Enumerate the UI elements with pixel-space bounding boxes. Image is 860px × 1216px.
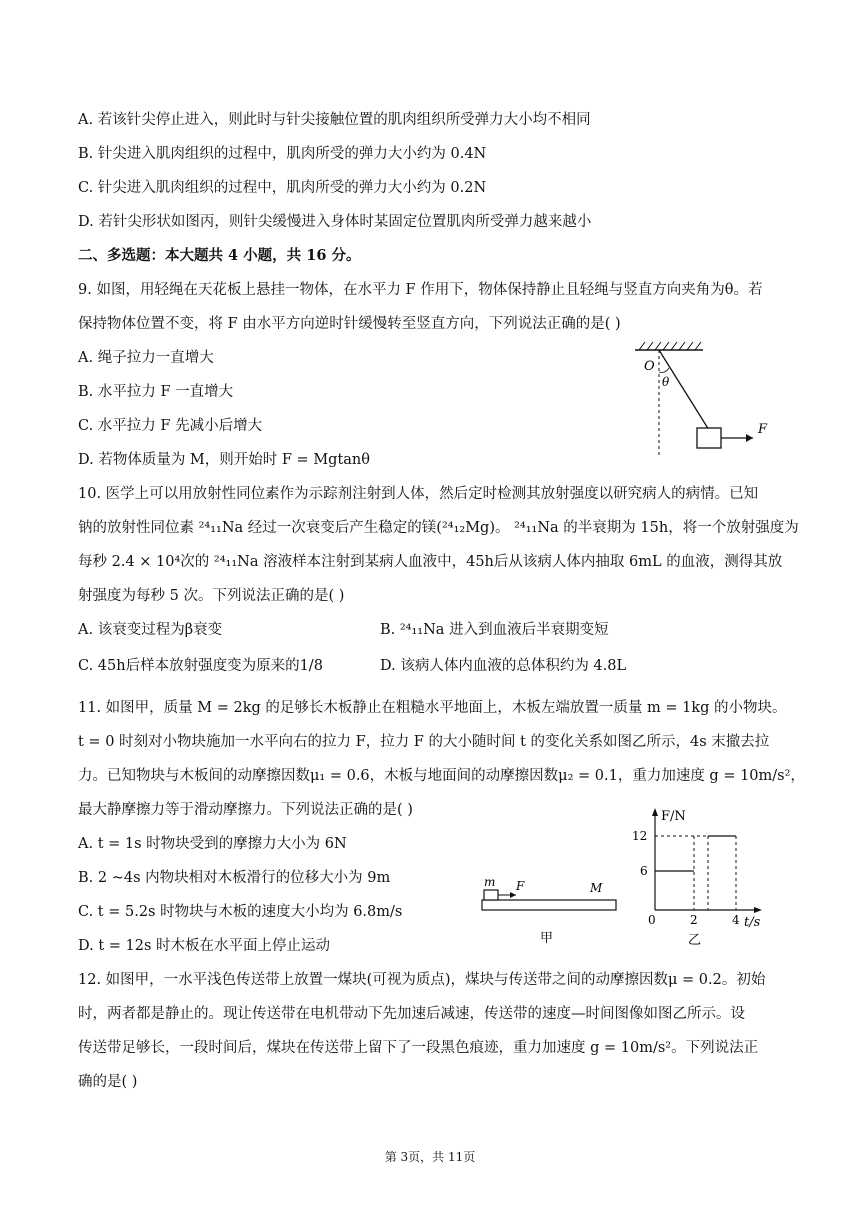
q10-option-b: B. ²⁴₁₁Na 进入到血液后半衰期变短 xyxy=(380,622,609,638)
q9-option-c: C. 水平拉力 F 先减小后增大 xyxy=(78,418,263,434)
q11-figure-jia xyxy=(476,870,624,952)
q11-yi-tick-4: 4 xyxy=(732,913,740,927)
q8-option-b: B. 针尖进入肌肉组织的过程中，肌肉所受的弹力大小约为 0.4N xyxy=(78,146,487,162)
q11-option-c: C. t = 5.2s 时物块与木板的速度大小均为 6.8m/s xyxy=(78,904,403,920)
q8-option-c: C. 针尖进入肌肉组织的过程中，肌肉所受的弹力大小约为 0.2N xyxy=(78,180,487,196)
q10-stem-line2: 钠的放射性同位素 ²⁴₁₁Na 经过一次衰变后产生稳定的镁(²⁴₁₂Mg)。 ²⁴₁₁Na 的半衰期为 15h，将一个放射强度为 xyxy=(78,520,799,536)
q12-stem-line2: 时，两者都是静止的。现让传送带在电机带动下先加速后减速，传送带的速度—时间图像如图乙所示。设 xyxy=(78,1006,745,1022)
q8-option-a: A. 若该针尖停止进入，则此时与针尖接触位置的肌肉组织所受弹力大小均不相同 xyxy=(78,112,591,128)
q11-stem-line3: 力。已知物块与木板间的动摩擦因数μ₁ = 0.6，木板与地面间的动摩擦因数μ₂ = 0.1，重力加速度 g = 10m/s²， xyxy=(78,768,805,784)
q11-yi-tick-0: 0 xyxy=(648,913,656,927)
q9-label-theta: θ xyxy=(662,375,670,389)
q10-stem-line3: 每秒 2.4 × 10⁴次的 ²⁴₁₁Na 溶液样本注射到某病人血液中，45h后从该病人体内抽取 6mL 的血液，测得其放 xyxy=(78,554,783,570)
q11-yi-tick-2: 2 xyxy=(690,913,698,927)
q12-stem-line1: 12. 如图甲，一水平浅色传送带上放置一煤块(可视为质点)，煤块与传送带之间的动摩擦因数μ = 0.2。初始 xyxy=(78,972,766,988)
q11-stem-line2: t = 0 时刻对小物块施加一水平向右的拉力 F，拉力 F 的大小随时间 t 的变化关系如图乙所示，4s 末撤去拉 xyxy=(78,734,770,750)
q11-figure-yi xyxy=(628,800,778,952)
q12-stem-line3: 传送带足够长，一段时间后，煤块在传送带上留下了一段黑色痕迹，重力加速度 g = 10m/s²。下列说法正 xyxy=(78,1040,759,1056)
q11-yi-tick-6: 6 xyxy=(640,864,648,878)
q11-yi-tick-12: 12 xyxy=(632,829,648,843)
q11-option-b: B. 2 ~4s 内物块相对木板滑行的位移大小为 9m xyxy=(78,870,391,886)
q11-option-a: A. t = 1s 时物块受到的摩擦力大小为 6N xyxy=(78,836,347,852)
q11-stem-line4: 最大静摩擦力等于滑动摩擦力。下列说法正确的是( ) xyxy=(78,802,413,818)
q9-figure xyxy=(625,338,780,463)
q9-stem-line2: 保持物体位置不变，将 F 由水平方向逆时针缓慢转至竖直方向，下列说法正确的是( ) xyxy=(78,316,621,332)
q9-label-f: F xyxy=(758,422,768,437)
q12-stem-line4: 确的是( ) xyxy=(78,1074,138,1090)
q10-stem-line4: 射强度为每秒 5 次。下列说法正确的是( ) xyxy=(78,588,345,604)
q9-option-b: B. 水平拉力 F 一直增大 xyxy=(78,384,234,400)
q11-stem-line1: 11. 如图甲，质量 M = 2kg 的足够长木板静止在粗糙水平地面上，木板左端放置一质量 m = 1kg 的小物块。 xyxy=(78,700,787,716)
section-title: 二、多选题：本大题共 4 小题，共 16 分。 xyxy=(78,247,361,264)
q8-option-d: D. 若针尖形状如图丙，则针尖缓慢进入身体时某固定位置肌肉所受弹力越来越小 xyxy=(78,214,592,230)
q11-yi-caption: 乙 xyxy=(688,933,702,948)
q11-jia-label-m: m xyxy=(484,875,496,889)
q11-jia-label-board: M xyxy=(590,881,603,895)
q10-option-a: A. 该衰变过程为β衰变 xyxy=(78,622,223,638)
q9-stem-line1: 9. 如图，用轻绳在天花板上悬挂一物体，在水平力 F 作用下，物体保持静止且轻绳与竖直方向夹角为θ。若 xyxy=(78,282,763,298)
q11-jia-caption: 甲 xyxy=(540,931,554,946)
q9-option-a: A. 绳子拉力一直增大 xyxy=(78,350,214,366)
q9-label-o: O xyxy=(644,359,655,374)
page-footer: 第 3页，共 11页 xyxy=(384,1150,476,1164)
q10-option-c: C. 45h后样本放射强度变为原来的1/8 xyxy=(78,658,323,674)
q11-yi-xlabel: t/s xyxy=(744,915,761,930)
q9-option-d: D. 若物体质量为 M，则开始时 F = Mgtanθ xyxy=(78,452,370,468)
q10-option-d: D. 该病人体内血液的总体积约为 4.8L xyxy=(380,658,627,674)
q10-stem-line1: 10. 医学上可以用放射性同位素作为示踪剂注射到人体，然后定时检测其放射强度以研究病人的病情。已知 xyxy=(78,486,759,502)
q11-jia-label-f: F xyxy=(516,879,525,893)
q11-yi-ylabel: F/N xyxy=(661,809,686,824)
q11-option-d: D. t = 12s 时木板在水平面上停止运动 xyxy=(78,938,331,954)
